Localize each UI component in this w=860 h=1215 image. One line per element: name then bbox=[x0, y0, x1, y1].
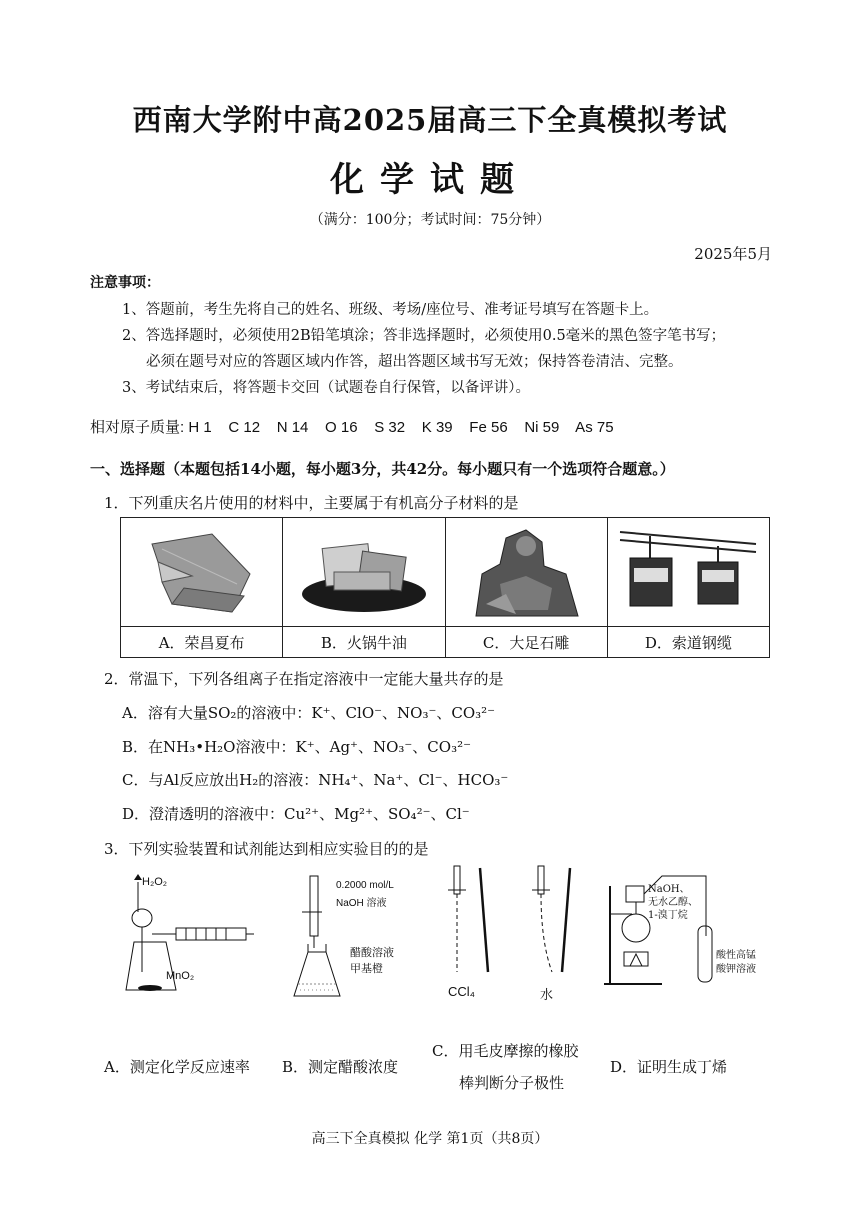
exam-date: 2025年5月 bbox=[694, 245, 772, 263]
question-2-stem: 2．常温下，下列各组离子在指定溶液中一定能大量共存的是 bbox=[104, 670, 504, 688]
note-item: 3、考试结束后，将答题卡交回（试题卷自行保管，以备评讲）。 bbox=[122, 380, 530, 396]
label-naoh-sol: NaOH 溶液 bbox=[336, 898, 387, 909]
label-kmno4-1: 酸性高锰 bbox=[716, 950, 756, 961]
stone-carving-image bbox=[445, 518, 607, 627]
exam-title: 西南大学附中高2025届高三下全真模拟考试 bbox=[132, 103, 728, 137]
note-item: 2、答选择题时，必须使用2B铅笔填涂；答非选择题时，必须使用0.5毫米的黑色签字笔书写； bbox=[122, 328, 726, 344]
q3-option-c-line1: C．用毛皮摩擦的橡胶 bbox=[432, 1042, 579, 1060]
question-1-table bbox=[120, 517, 770, 658]
label-reagents-3: 1-溴丁烷 bbox=[648, 910, 688, 921]
tallow-image bbox=[283, 518, 445, 627]
apparatus-a bbox=[116, 872, 256, 1000]
label-reagents-1: NaOH、 bbox=[648, 884, 690, 895]
cloth-image bbox=[121, 518, 283, 627]
option-d: D．索道钢缆 bbox=[607, 627, 769, 658]
section-heading: 一、选择题（本题包括14小题，每小题3分，共42分。每小题只有一个选项符合题意。） bbox=[90, 460, 675, 478]
cableway-image bbox=[607, 518, 769, 627]
q2-option-d: D．澄清透明的溶液中：Cu²⁺、Mg²⁺、SO₄²⁻、Cl⁻ bbox=[122, 805, 470, 823]
exam-info: （满分：100分；考试时间：75分钟） bbox=[309, 212, 551, 228]
atomic-masses: 相对原子质量: H 1 C 12 N 14 O 16 S 32 K 39 Fe 56 Ni 59 As 75 bbox=[90, 419, 614, 436]
label-h2o2: H₂O₂ bbox=[142, 876, 168, 888]
label-naoh-conc: 0.2000 mol/L bbox=[336, 880, 394, 891]
question-3-stem: 3．下列实验装置和试剂能达到相应实验目的的是 bbox=[104, 840, 429, 858]
note-item: 必须在题号对应的答题区域内作答，超出答题区域书写无效；保持答卷清洁、完整。 bbox=[146, 354, 683, 370]
notes-heading: 注意事项： bbox=[90, 275, 160, 291]
apparatus-b bbox=[290, 872, 420, 1002]
option-c: C．大足石雕 bbox=[445, 627, 607, 658]
label-ccl4: CCl₄ bbox=[448, 984, 475, 999]
apparatus-d bbox=[602, 866, 772, 996]
label-reagents-2: 无水乙醇、 bbox=[648, 897, 698, 908]
label-acetic: 醋酸溶液 bbox=[350, 946, 394, 959]
label-kmno4-2: 酸钾溶液 bbox=[716, 964, 756, 975]
option-b: B．火锅牛油 bbox=[283, 627, 445, 658]
label-water: 水 bbox=[540, 988, 554, 1003]
option-a: A．荣昌夏布 bbox=[121, 627, 283, 658]
note-item: 1、答题前，考生先将自己的姓名、班级、考场/座位号、准考证号填写在答题卡上。 bbox=[122, 302, 659, 318]
q2-option-c: C．与Al反应放出H₂的溶液：NH₄⁺、Na⁺、Cl⁻、HCO₃⁻ bbox=[122, 771, 509, 789]
q3-option-d: D．证明生成丁烯 bbox=[610, 1058, 728, 1076]
q3-option-a: A．测定化学反应速率 bbox=[104, 1058, 250, 1076]
q2-option-a: A．溶有大量SO₂的溶液中：K⁺、ClO⁻、NO₃⁻、CO₃²⁻ bbox=[122, 704, 496, 722]
subject-title: 化学试题 bbox=[330, 160, 530, 200]
apparatus-c bbox=[440, 862, 590, 1002]
label-indicator: 甲基橙 bbox=[350, 962, 383, 975]
q3-option-c-line2: 棒判断分子极性 bbox=[459, 1074, 565, 1092]
q3-option-b: B．测定醋酸浓度 bbox=[282, 1058, 399, 1076]
q2-option-b: B．在NH₃•H₂O溶液中：K⁺、Ag⁺、NO₃⁻、CO₃²⁻ bbox=[122, 738, 472, 756]
page-footer: 高三下全真模拟 化学 第1页（共8页） bbox=[311, 1131, 549, 1147]
question-1-stem: 1．下列重庆名片使用的材料中，主要属于有机高分子材料的是 bbox=[104, 494, 519, 512]
label-mno2: MnO₂ bbox=[166, 970, 195, 982]
